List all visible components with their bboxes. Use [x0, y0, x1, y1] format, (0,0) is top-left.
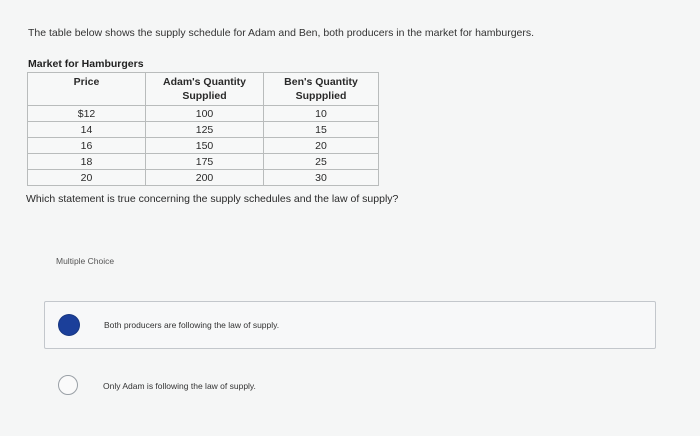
- column-header-ben-quantity-text: Ben's Quantity Suppplied: [284, 76, 358, 102]
- table-row: [28, 154, 379, 170]
- adam-quantity-cell: 150: [146, 138, 264, 154]
- adam-quantity-cell: 175: [146, 154, 264, 170]
- multiple-choice-label: Multiple Choice: [56, 256, 115, 266]
- column-header-price: Price: [28, 73, 146, 106]
- radio-selected-icon[interactable]: [59, 315, 79, 335]
- intro-text: The table below shows the supply schedule for Adam and Ben, both producers in the market for hamburgers.: [28, 27, 535, 39]
- ben-quantity-cell: 20: [264, 138, 379, 154]
- answer-option-label: Only Adam is following the law of supply.: [103, 381, 256, 391]
- price-cell: $12: [28, 106, 146, 122]
- answer-option-only-adam[interactable]: [44, 364, 656, 412]
- table-row: [28, 106, 379, 122]
- answer-option-both-producers[interactable]: [44, 301, 656, 349]
- price-cell: 16: [28, 138, 146, 154]
- table-header-row: [28, 73, 379, 106]
- ben-quantity-cell: 10: [264, 106, 379, 122]
- adam-quantity-cell: 125: [146, 122, 264, 138]
- ben-quantity-cell: 25: [264, 154, 379, 170]
- column-header-adam-quantity-text: Adam's Quantity Supplied: [162, 76, 246, 102]
- column-header-adam-quantity: [146, 73, 264, 106]
- table-row: [28, 122, 379, 138]
- price-cell: 20: [28, 170, 146, 186]
- table-row: [28, 138, 379, 154]
- table-title: Market for Hamburgers: [28, 58, 144, 70]
- supply-schedule-table: [27, 72, 379, 186]
- ben-quantity-cell: 30: [264, 170, 379, 186]
- question-text: Which statement is true concerning the supply schedules and the law of supply?: [26, 193, 399, 205]
- table-row: [28, 170, 379, 186]
- price-cell: 14: [28, 122, 146, 138]
- ben-quantity-cell: 15: [264, 122, 379, 138]
- adam-quantity-cell: 200: [146, 170, 264, 186]
- adam-quantity-cell: 100: [146, 106, 264, 122]
- answer-option-label: Both producers are following the law of supply.: [104, 320, 280, 330]
- radio-unselected-icon[interactable]: [58, 375, 78, 395]
- column-header-ben-quantity: [264, 73, 379, 106]
- price-cell: 18: [28, 154, 146, 170]
